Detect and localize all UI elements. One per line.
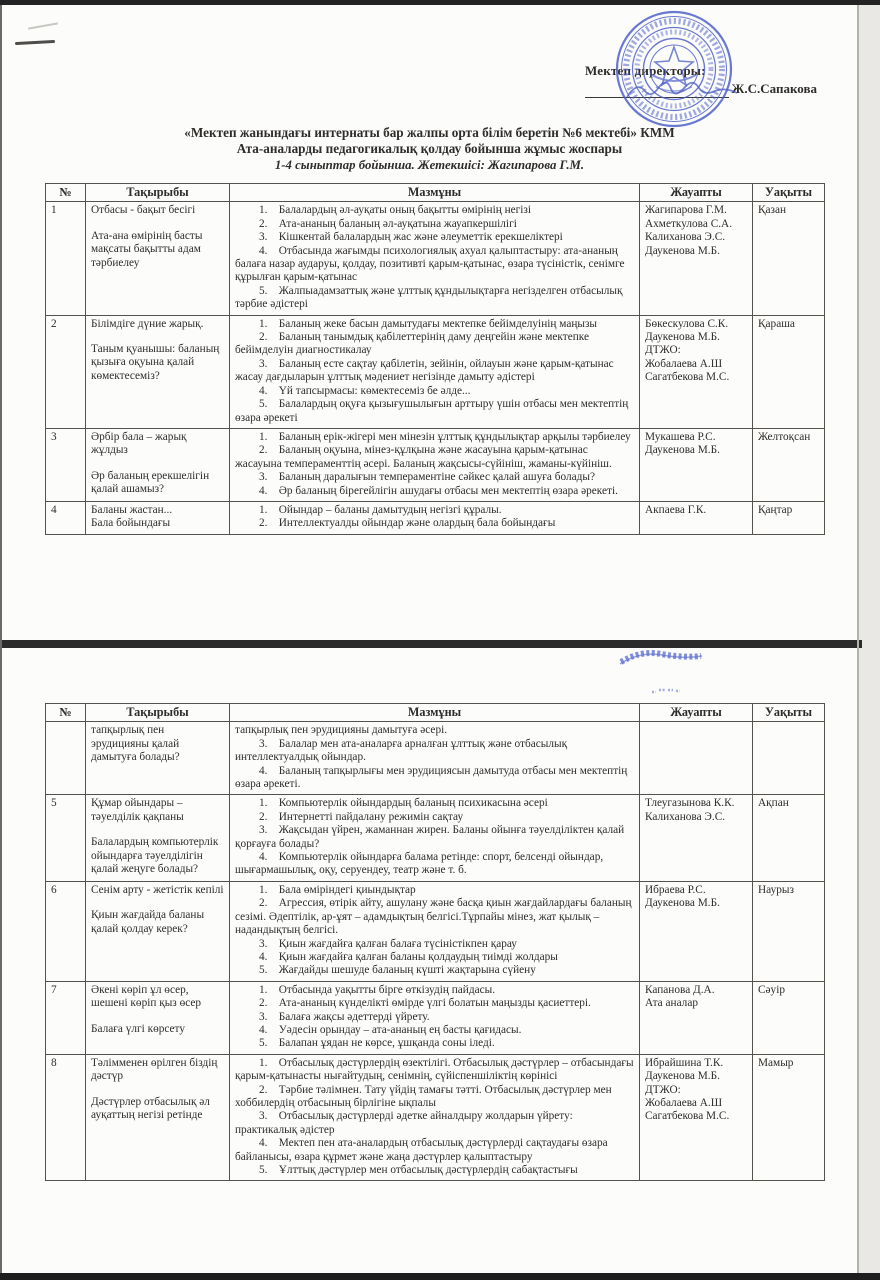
content-cell <box>230 722 640 795</box>
responsible-cell <box>640 202 753 315</box>
column-header: Тақырыбы <box>86 704 230 722</box>
responsible-cell <box>640 881 753 981</box>
content-item: 3. Балаға жақсы әдеттерді үйрету. <box>259 1010 430 1023</box>
topic-line: Ата-ана өмірінің басты мақсаты бақытты адам тәрбиелеу <box>91 229 203 269</box>
content-item: 2. Баланың танымдық қабілеттерінің даму деңгейін және мектепке бейімделуін диагностикалау <box>235 331 589 357</box>
topic-cell <box>86 501 230 534</box>
header-row <box>46 184 825 202</box>
time-cell: Қараша <box>753 315 825 428</box>
content-item: 3. Жақсыдан үйрен, жаманнан жирен. Баланы ойынға тәуелділіктен қалай қорғауға болады? <box>235 824 625 850</box>
table-row <box>46 795 825 881</box>
content-item: 4. Әр баланың бірегейлігін ашудағы отбасы мен мектептің өзара әрекеті. <box>259 484 618 497</box>
row-number-cell <box>46 722 86 795</box>
topic-line <box>91 824 224 836</box>
scan-top-bar <box>0 0 880 5</box>
signature-line <box>585 82 729 98</box>
signature-row <box>585 81 817 98</box>
row-number-cell: 2 <box>46 315 86 428</box>
responsible-name: ДТЖО: <box>645 1083 681 1096</box>
plan-table-page2 <box>45 703 825 1181</box>
responsible-cell <box>640 315 753 428</box>
column-header: Мазмұны <box>230 704 640 722</box>
topic-line: Балаға үлгі көрсету <box>91 1022 185 1035</box>
scan-artifact-mark <box>28 22 58 29</box>
topic-line <box>91 331 224 343</box>
topic-line: Қиын жағдайда баланы қалай қолдау керек? <box>91 909 205 935</box>
responsible-name: Даукенова М.Б. <box>645 1070 720 1083</box>
content-item: 5. Балапан ұядан не көрсе, ұшқанда соны іледі. <box>259 1037 495 1050</box>
responsible-cell <box>640 428 753 501</box>
content-item: 4. Отбасында жағымды психологиялық ахуал қалыптастыру: ата-ананың балаға назар аударуы, қолдау, позитивті қарым-қатынас, өзара түсіністік, сенімге құрылған қарым-қатынас <box>235 244 625 284</box>
content-item: 1. Баланың ерік-жігері мен мінезін ұлттық құндылықтар арқылы тәрбиелеу <box>259 430 631 443</box>
column-header: Тақырыбы <box>86 184 230 202</box>
row-number-cell: 7 <box>46 981 86 1054</box>
responsible-name: Тлеугазынова К.К. <box>645 797 735 810</box>
content-cell <box>230 795 640 881</box>
time-cell <box>753 722 825 795</box>
responsible-name: Ибраева Р.С. <box>645 883 706 896</box>
content-item: 4. Компьютерлік ойындарға балама ретінде: спорт, белсенді ойындар, шығармашылық, оқу, серуендеу, театр және т. б. <box>235 851 604 877</box>
table-row <box>46 722 825 795</box>
content-item: 2. Баланың оқуына, мінез-құлқына және жасауына қарым-қатынас жасауына темпераменттің әсері. Баланың жақсысы-сүйініш, жаманы-күйініш. <box>235 444 612 470</box>
document-page-1 <box>2 5 857 640</box>
topic-line: Балалардың компьютерлік ойындарға тәуелділігін қалай жеңуге болады? <box>91 836 219 876</box>
topic-line: Бала бойындағы <box>91 517 171 530</box>
content-item: 4. Үй тапсырмасы: көмектесеміз бе әлде... <box>259 384 471 397</box>
column-header: № <box>46 184 86 202</box>
row-number-cell: 1 <box>46 202 86 315</box>
content-item: 1. Отбасында уақытты бірге өткізудің пайдасы. <box>259 983 496 996</box>
content-item: 1. Ойындар – баланы дамытудың негізгі құралы. <box>259 503 502 516</box>
topic-line <box>91 1084 224 1096</box>
content-item: 1. Компьютерлік ойындардың баланың психикасына әсері <box>259 797 548 810</box>
content-item: 3. Баланың есте сақтау қабілетін, зейінін, ойлауын және қарым-қатынас жасау дағдыларын ұлттық мәдениет негізінде дамыту әдістері <box>235 357 614 384</box>
table-row <box>46 315 825 428</box>
content-item: 2. Агрессия, өтірік айту, ашулану және басқа қиын жағдайлардағы баланың сезімі. Әдептілік, ар-ұят – адамдықтың белгісі.Тұрпайы мінез, жат қылық – надандықтың белгісі. <box>235 897 632 937</box>
column-header: № <box>46 704 86 722</box>
topic-line <box>91 458 224 470</box>
responsible-name: Даукенова М.Б. <box>645 331 720 344</box>
responsible-name: Жобалаева А.Ш <box>645 357 723 370</box>
document-title-block <box>2 125 857 173</box>
responsible-name: Ибрайшина Т.К. <box>645 1056 724 1069</box>
column-header: Уақыты <box>753 704 825 722</box>
plan-table-page1 <box>45 183 825 535</box>
responsible-cell <box>640 1054 753 1181</box>
director-name: Ж.С.Сапакова <box>731 81 817 96</box>
responsible-name: Калиханова Э.С. <box>645 810 726 823</box>
content-cell <box>230 881 640 981</box>
row-number-cell: 5 <box>46 795 86 881</box>
responsible-name: Бөкескулова С.К. <box>645 317 729 330</box>
topic-cell <box>86 202 230 315</box>
topic-line <box>91 218 224 230</box>
topic-line: Әрбір бала – жарық жұлдыз <box>91 430 187 457</box>
responsible-name: Ахметкулова С.А. <box>645 217 733 230</box>
time-cell: Наурыз <box>753 881 825 981</box>
time-cell: Сәуір <box>753 981 825 1054</box>
content-item: 5. Ұлттық дәстүрлер мен отбасылық дәстүрлердің сабақтастығы <box>259 1164 578 1176</box>
topic-line: Білімдіге дүние жарық. <box>91 317 204 330</box>
content-item: 4. Қиын жағдайға қалған баланы қолдаудың тиімді жолдары <box>259 950 558 963</box>
content-item: 1. Отбасылық дәстүрлердің өзектілігі. Отбасылық дәстүрлер – отбасындағы қарым-қатынасты нығайтудың, сенімнің, сүйіспеншіліктің көрінісі <box>235 1056 634 1083</box>
content-item: 2. Интеллектуалды ойындар және олардың бала бойындағы <box>259 517 556 530</box>
content-item: 5. Балалардың оқуға қызығушылығын арттыру үшін отбасы мен мектептің өзара әрекеті <box>235 398 629 424</box>
responsible-name: Ата аналар <box>645 997 698 1010</box>
responsible-name: ДТЖО: <box>645 344 681 357</box>
approval-block <box>585 63 817 98</box>
content-item: 1. Бала өміріндегі қиындықтар <box>259 883 416 896</box>
topic-cell <box>86 315 230 428</box>
time-cell: Мамыр <box>753 1054 825 1181</box>
document-page-2 <box>2 648 857 1273</box>
time-cell: Қаңтар <box>753 501 825 534</box>
pen-dash-mark <box>15 40 55 45</box>
content-cell <box>230 202 640 315</box>
responsible-name: Сагатбекова М.С. <box>645 371 730 384</box>
scan-left-edge <box>0 5 2 1273</box>
topic-line: Сенім арту - жетістік кепілі <box>91 883 224 896</box>
topic-line: Дәстүрлер отбасылық әл ауқаттың негізі ретінде <box>91 1095 210 1121</box>
header-row <box>46 704 825 722</box>
time-cell: Қазан <box>753 202 825 315</box>
scan-right-edge <box>857 5 859 1273</box>
responsible-cell <box>640 722 753 795</box>
column-header: Мазмұны <box>230 184 640 202</box>
content-item: 1. Балалардың әл-ауқаты оның бақытты өмірінің негізі <box>259 204 532 217</box>
column-header: Жауапты <box>640 184 753 202</box>
table-row <box>46 202 825 315</box>
topic-line: Әр баланың ерекшелігін қалай ашамыз? <box>91 469 210 496</box>
responsible-name: Сагатбекова М.С. <box>645 1110 730 1123</box>
responsible-name: Даукенова М.Б. <box>645 244 720 257</box>
content-item: 3. Қиын жағдайға қалған балаға түсіністікпен қарау <box>259 937 517 950</box>
content-item: 2. Ата-ананың күнделікті өмірде үлгі болатын маңызды қасиеттері. <box>259 997 591 1010</box>
content-item: 4. Мектеп пен ата-аналардың отбасылық дәстүрлерді сақтаудағы өзара байланысы, өзара құрмет және жаңа дәстүрлер қалыптастыру <box>235 1137 608 1163</box>
row-number-cell: 8 <box>46 1054 86 1181</box>
table-row <box>46 881 825 981</box>
content-item: 4. Уәдесін орындау – ата-ананың ең басты қағидасы. <box>259 1023 522 1036</box>
content-item: 4. Баланың тапқырлығы мен эрудициясын дамытуда отбасы мен мектептің өзара әрекеті. <box>235 764 628 791</box>
stamp-edge-fragment-icon <box>618 648 704 668</box>
topic-line: Таным қуанышы: баланың қызыға оқуына қалай көмектесеміз? <box>91 343 220 382</box>
table-row <box>46 981 825 1054</box>
content-cell <box>230 315 640 428</box>
topic-line: Отбасы - бақыт бесігі <box>91 204 196 217</box>
row-number-cell: 6 <box>46 881 86 981</box>
content-item: 3. Отбасылық дәстүрлерді әдетке айналдыру жолдарын үйрету: практикалық әдістер <box>235 1110 573 1136</box>
topic-cell <box>86 1054 230 1181</box>
table-row <box>46 501 825 534</box>
column-header: Жауапты <box>640 704 753 722</box>
topic-cell <box>86 795 230 881</box>
content-item: 2. Ата-ананың баланың әл-ауқатына жауапкершілігі <box>259 217 517 230</box>
responsible-name: Капанова Д.А. <box>645 983 715 996</box>
content-item: 5. Жалпыадамзаттық және ұлттық құндылықтарға негізделген отбасылық тәрбие әдістері <box>235 284 623 311</box>
table-row <box>46 428 825 501</box>
content-cell <box>230 1054 640 1181</box>
content-item: 3. Кішкентай балалардың жас және әлеуметтік ерекшеліктері <box>259 231 563 244</box>
responsible-cell <box>640 501 753 534</box>
content-item: 3. Баланың даралығын темпераментіне сәйкес қалай ашуға болады? <box>259 471 595 484</box>
responsible-name: Жобалаева А.Ш <box>645 1096 723 1109</box>
page-separator-bar <box>0 640 862 648</box>
topic-line: Баланы жастан... <box>91 503 173 516</box>
title-line-1: «Мектеп жанындағы интернаты бар жалпы орта білім беретін №6 мектебі» КММ <box>184 125 675 140</box>
topic-line: Құмар ойындары – тәуелділік қақпаны <box>91 797 184 823</box>
content-item: тапқырлық пен эрудицияны дамытуға әсері. <box>235 724 448 737</box>
director-label: Мектеп директоры: <box>585 63 706 78</box>
responsible-name: Жагипарова Г.М. <box>645 204 727 217</box>
content-cell <box>230 428 640 501</box>
content-cell <box>230 501 640 534</box>
row-number-cell: 4 <box>46 501 86 534</box>
responsible-name: Акпаева Г.К. <box>645 503 707 516</box>
topic-cell <box>86 428 230 501</box>
content-item: 2. Тәрбие тәлімнен. Тату үйдің тамағы тәтті. Отбасылық дәстүрлер мен хоббилердің отбасының бірлігіне ықпалы <box>235 1083 612 1109</box>
title-line-2: Ата-аналарды педагогикалық қолдау бойынша жұмыс жоспары <box>236 141 623 156</box>
topic-line: тапқырлық пен эрудицияны қалай дамытуға болады? <box>91 724 180 764</box>
responsible-name: Даукенова М.Б. <box>645 897 720 910</box>
content-item: 5. Жағдайды шешуде баланың күшті жақтарына сүйену <box>259 964 536 977</box>
topic-cell <box>86 881 230 981</box>
responsible-cell <box>640 981 753 1054</box>
topic-cell <box>86 722 230 795</box>
content-item: 1. Баланың жеке басын дамытудағы мектепке бейімделуінің маңызы <box>259 317 598 330</box>
content-item: 2. Интернетті пайдалану режимін сақтау <box>259 810 464 823</box>
time-cell: Ақпан <box>753 795 825 881</box>
scan-bottom-bar <box>0 1273 880 1280</box>
column-header: Уақыты <box>753 184 825 202</box>
topic-line <box>91 897 224 909</box>
time-cell: Желтоқсан <box>753 428 825 501</box>
topic-line <box>91 1011 224 1023</box>
content-cell <box>230 981 640 1054</box>
table-row <box>46 1054 825 1181</box>
topic-line: Тәлімменен өрілген біздің дәстүр <box>91 1056 218 1083</box>
row-number-cell: 3 <box>46 428 86 501</box>
title-line-3: 1-4 сыныптар бойынша. Жетекшісі: Жагипарова Г.М. <box>274 158 585 172</box>
responsible-cell <box>640 795 753 881</box>
topic-cell <box>86 981 230 1054</box>
responsible-name: Мукашева Р.С. <box>645 430 716 443</box>
topic-line: Әкені көріп ұл өсер, шешені көріп қыз өсер <box>91 983 202 1010</box>
stamp-ink-speck-icon <box>650 686 684 696</box>
responsible-name: Калиханова Э.С. <box>645 231 726 244</box>
responsible-name: Даукенова М.Б. <box>645 444 720 457</box>
content-item: 3. Балалар мен ата-аналарға арналған ұлттық және отбасылық интеллектуалдық ойындар. <box>235 737 568 764</box>
